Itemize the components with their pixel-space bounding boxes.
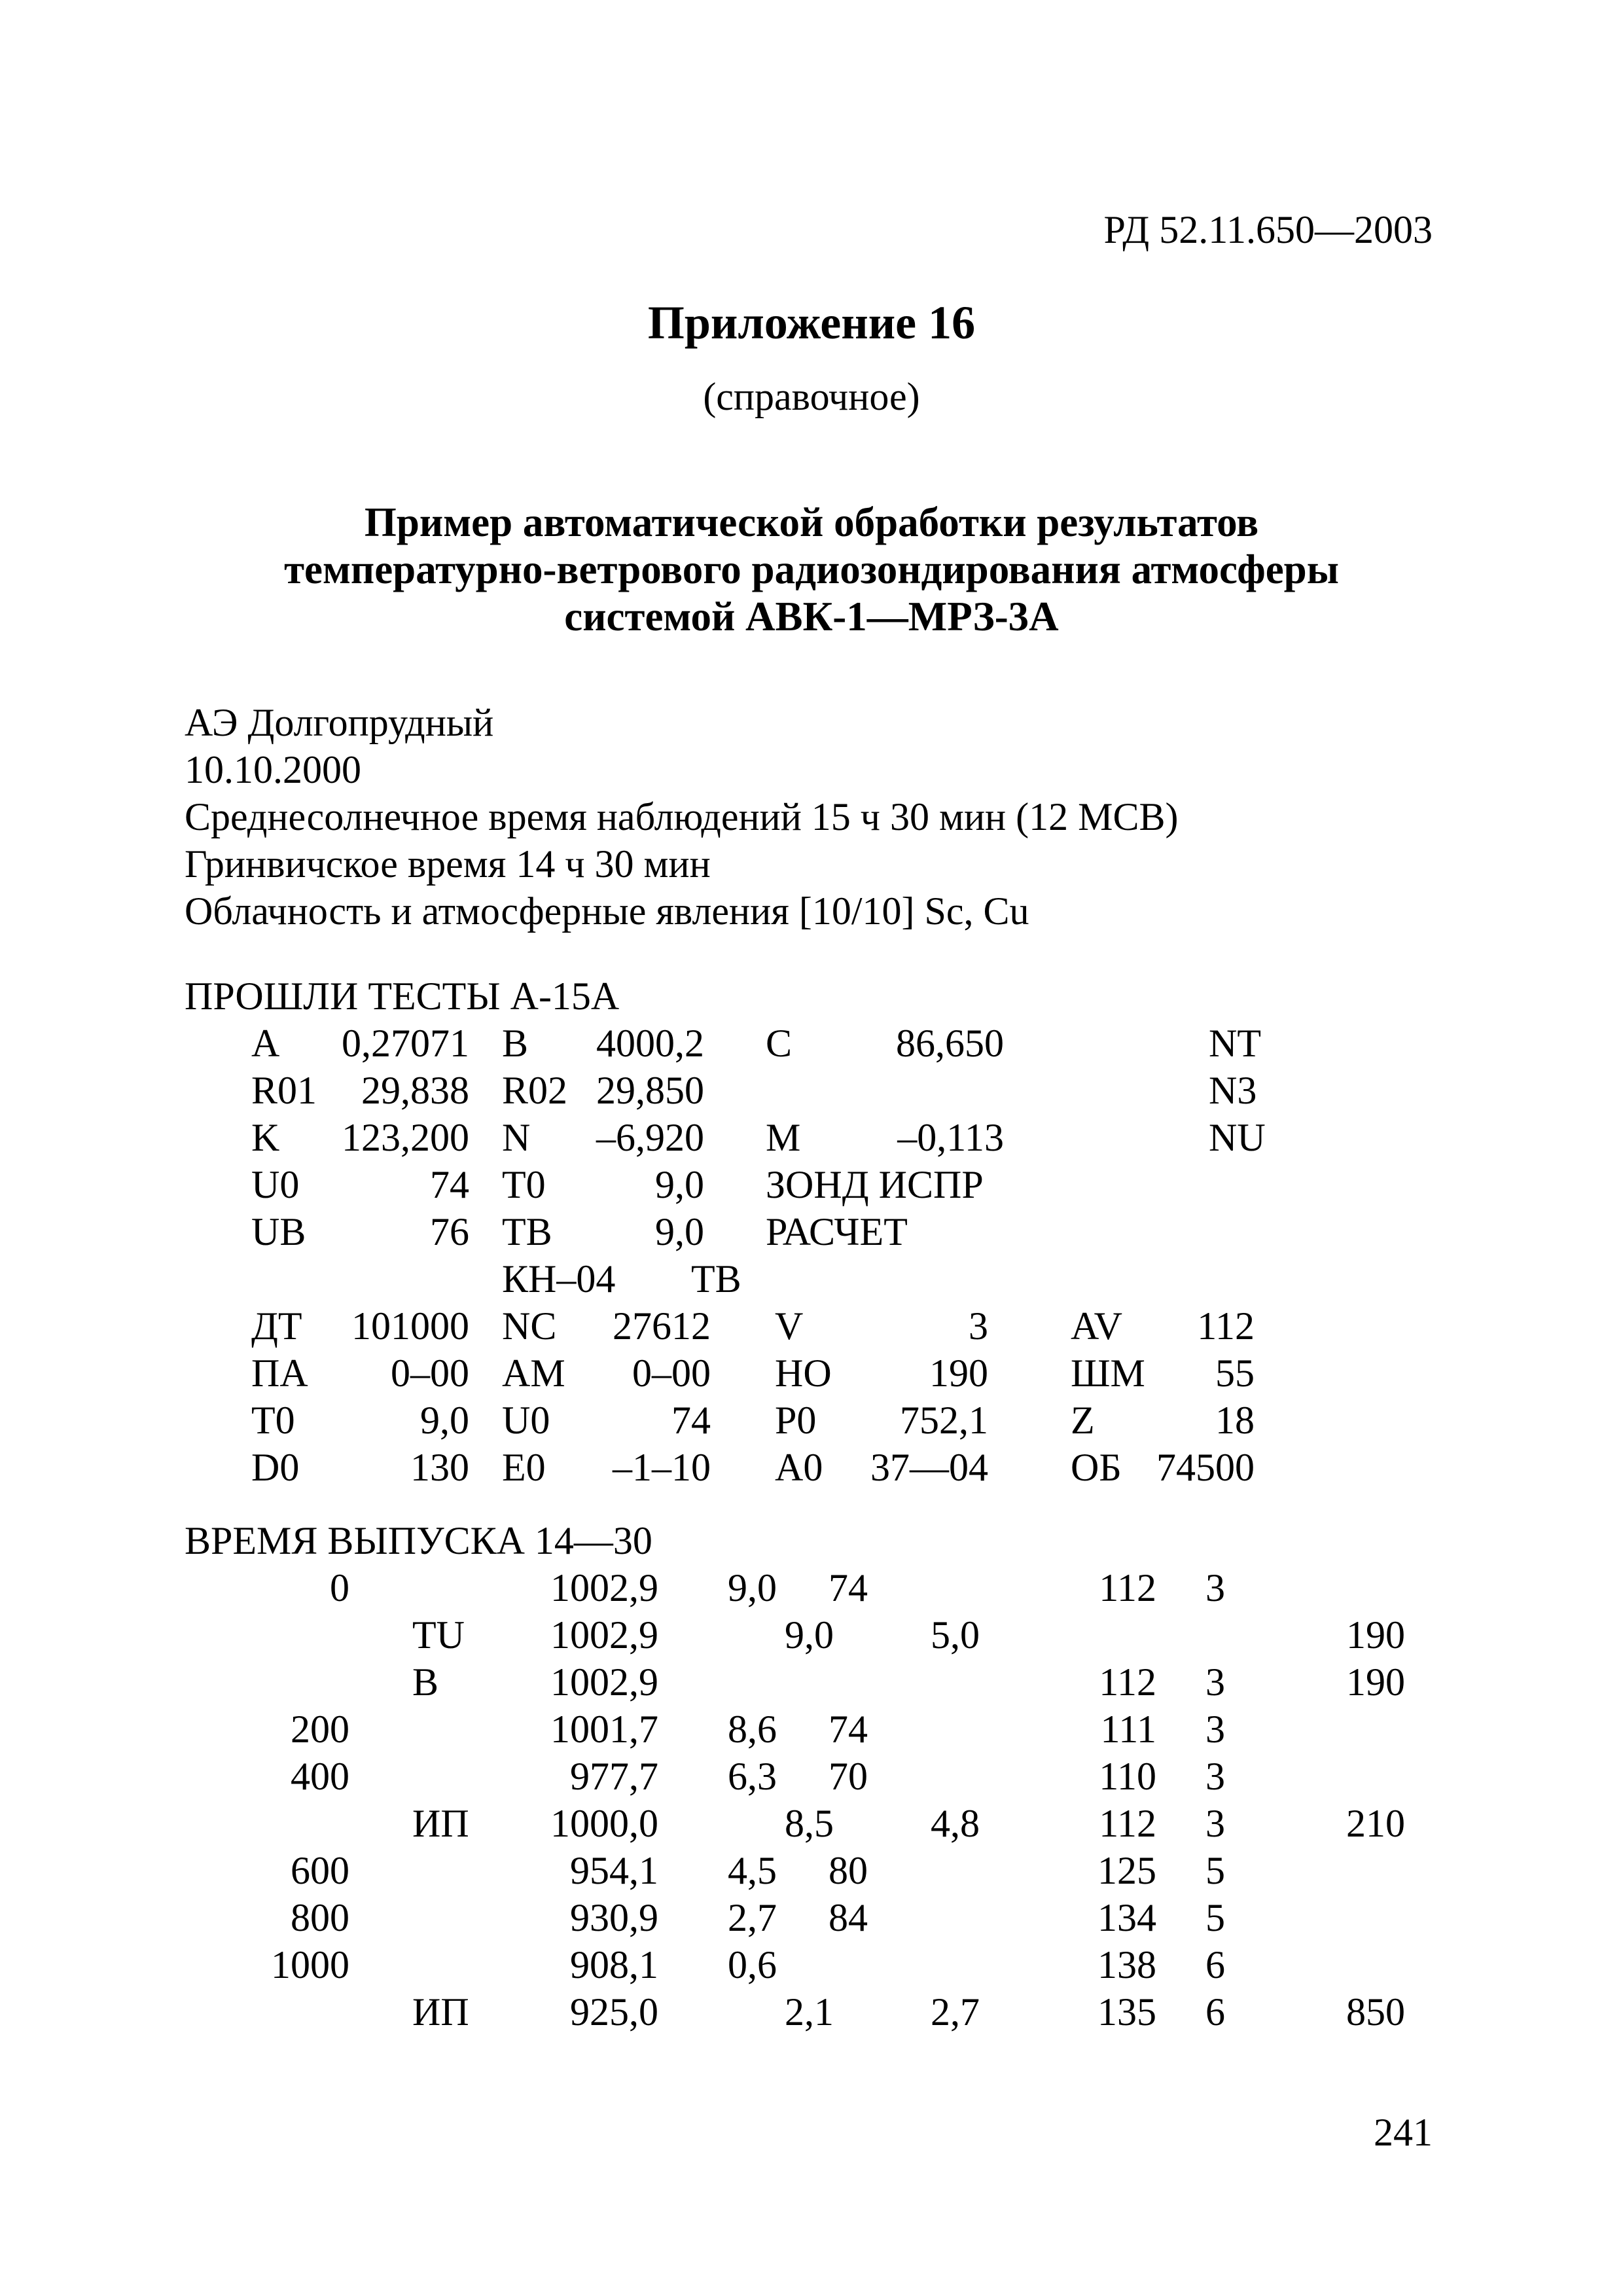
launch-cell: 1002,9 bbox=[550, 1660, 658, 1704]
tests-cell: 86,650 bbox=[896, 1022, 1004, 1065]
tests-row bbox=[0, 1114, 1623, 1161]
tests-cell: N3 bbox=[1209, 1069, 1257, 1112]
tests-row bbox=[0, 1208, 1623, 1255]
params-cell: E0 bbox=[502, 1446, 546, 1489]
launch-cell: 112 bbox=[1099, 1660, 1156, 1704]
launch-cell: 954,1 bbox=[570, 1849, 658, 1892]
params-cell: 27612 bbox=[613, 1304, 711, 1348]
launch-row bbox=[0, 1611, 1623, 1659]
page-number: 241 bbox=[1374, 2111, 1433, 2154]
launch-cell: 8,5 bbox=[785, 1802, 834, 1845]
params-cell: 9,0 bbox=[420, 1399, 469, 1442]
launch-cell: 190 bbox=[1346, 1660, 1405, 1704]
document-title-line: Пример автоматической обработки результатов bbox=[364, 499, 1259, 545]
params-cell: AM bbox=[502, 1352, 565, 1395]
launch-cell: 1002,9 bbox=[550, 1613, 658, 1657]
tests-row bbox=[0, 1161, 1623, 1208]
launch-cell: ИП bbox=[412, 1990, 469, 2034]
launch-cell: 4,8 bbox=[931, 1802, 980, 1845]
launch-cell: 925,0 bbox=[570, 1990, 658, 2034]
params-row bbox=[0, 1302, 1623, 1350]
params-cell: 3 bbox=[969, 1304, 988, 1348]
tests-cell: NU bbox=[1209, 1116, 1266, 1159]
launch-row bbox=[0, 1564, 1623, 1611]
launch-cell: TU bbox=[412, 1613, 465, 1657]
tests-cell: A bbox=[251, 1022, 280, 1065]
params-cell: A0 bbox=[775, 1446, 823, 1489]
appendix-title: Приложение 16 bbox=[647, 296, 976, 349]
params-cell: 74 bbox=[671, 1399, 711, 1442]
params-cell: 55 bbox=[1215, 1352, 1255, 1395]
launch-cell: 5 bbox=[1205, 1849, 1225, 1892]
launch-cell: 125 bbox=[1097, 1849, 1156, 1892]
params-cell: Z bbox=[1071, 1399, 1095, 1442]
params-row bbox=[0, 1444, 1623, 1491]
params-cell: 112 bbox=[1197, 1304, 1255, 1348]
launch-cell: 110 bbox=[1099, 1755, 1156, 1798]
launch-cell: 800 bbox=[291, 1896, 349, 1939]
tests-cell: 9,0 bbox=[655, 1210, 704, 1253]
launch-cell: 84 bbox=[829, 1896, 868, 1939]
tests-heading: ПРОШЛИ ТЕСТЫ А-15А bbox=[185, 975, 620, 1018]
params-cell: 190 bbox=[929, 1352, 988, 1395]
params-cell: U0 bbox=[502, 1399, 550, 1442]
launch-cell: 1000,0 bbox=[550, 1802, 658, 1845]
params-cell: 0–00 bbox=[391, 1352, 469, 1395]
launch-cell: 2,1 bbox=[785, 1990, 834, 2034]
kn-label: КН–04 bbox=[502, 1257, 616, 1300]
launch-cell: 400 bbox=[291, 1755, 349, 1798]
launch-cell: 977,7 bbox=[570, 1755, 658, 1798]
document-title bbox=[0, 499, 1623, 640]
launch-cell: 4,5 bbox=[728, 1849, 777, 1892]
tests-cell: K bbox=[251, 1116, 280, 1159]
params-cell: ШМ bbox=[1071, 1352, 1145, 1395]
tests-row bbox=[0, 1067, 1623, 1114]
tests-cell: 29,850 bbox=[596, 1069, 704, 1112]
tests-cell: C bbox=[766, 1022, 793, 1065]
launch-row bbox=[0, 1706, 1623, 1753]
launch-cell: 2,7 bbox=[931, 1990, 980, 2034]
params-cell: 752,1 bbox=[900, 1399, 988, 1442]
launch-cell: 6 bbox=[1205, 1943, 1225, 1986]
launch-cell: 135 bbox=[1097, 1990, 1156, 2034]
launch-cell: 600 bbox=[291, 1849, 349, 1892]
launch-cell: 200 bbox=[291, 1708, 349, 1751]
launch-cell: 74 bbox=[829, 1708, 868, 1751]
launch-row bbox=[0, 1659, 1623, 1706]
tests-cell: TB bbox=[502, 1210, 552, 1253]
params-cell: NC bbox=[502, 1304, 557, 1348]
params-cell: D0 bbox=[251, 1446, 300, 1489]
launch-cell: 74 bbox=[829, 1566, 868, 1609]
tests-cell: 0,27071 bbox=[342, 1022, 469, 1065]
appendix-subtitle: (справочное) bbox=[703, 375, 920, 418]
greenwich-time: Гринвичское время 14 ч 30 мин bbox=[185, 842, 711, 886]
launch-row bbox=[0, 1894, 1623, 1941]
launch-cell: 0 bbox=[330, 1566, 349, 1609]
params-cell: AV bbox=[1071, 1304, 1122, 1348]
params-cell: 0–00 bbox=[632, 1352, 711, 1395]
tests-cell: NT bbox=[1209, 1022, 1261, 1065]
launch-cell: 210 bbox=[1346, 1802, 1405, 1845]
tests-cell: 74 bbox=[430, 1163, 469, 1206]
launch-cell: 111 bbox=[1100, 1708, 1156, 1751]
launch-cell: 6,3 bbox=[728, 1755, 777, 1798]
launch-cell: 850 bbox=[1346, 1990, 1405, 2034]
params-cell: 37—04 bbox=[870, 1446, 988, 1489]
launch-cell: 80 bbox=[829, 1849, 868, 1892]
launch-cell: 2,7 bbox=[728, 1896, 777, 1939]
launch-row bbox=[0, 1753, 1623, 1800]
params-cell: 130 bbox=[410, 1446, 469, 1489]
params-row bbox=[0, 1397, 1623, 1444]
launch-cell: 3 bbox=[1205, 1708, 1225, 1751]
params-cell: HO bbox=[775, 1352, 832, 1395]
launch-cell: 5 bbox=[1205, 1896, 1225, 1939]
tests-cell: UB bbox=[251, 1210, 306, 1253]
observation-info bbox=[185, 699, 1179, 935]
kn-value: TB bbox=[691, 1257, 741, 1300]
launch-row bbox=[0, 1800, 1623, 1847]
tests-cell: B bbox=[502, 1022, 529, 1065]
launch-cell: 112 bbox=[1099, 1566, 1156, 1609]
cloudiness: Облачность и атмосферные явления [10/10] Sc, Cu bbox=[185, 889, 1029, 933]
document-title-line: температурно-ветрового радиозондирования атмосферы bbox=[284, 547, 1339, 592]
launch-cell: 138 bbox=[1097, 1943, 1156, 1986]
tests-cell: ЗОНД ИСПР bbox=[766, 1163, 984, 1206]
launch-cell: 190 bbox=[1346, 1613, 1405, 1657]
launch-row bbox=[0, 1988, 1623, 2036]
launch-cell: 1002,9 bbox=[550, 1566, 658, 1609]
params-cell: 74500 bbox=[1156, 1446, 1255, 1489]
tests-cell: M bbox=[766, 1116, 801, 1159]
launch-cell: 3 bbox=[1205, 1802, 1225, 1845]
launch-cell: 5,0 bbox=[931, 1613, 980, 1657]
params-cell: P0 bbox=[775, 1399, 817, 1442]
mean-solar-time: Среднесолнечное время наблюдений 15 ч 30 мин (12 МСВ) bbox=[185, 795, 1179, 838]
tests-cell: R02 bbox=[502, 1069, 568, 1112]
observation-date: 10.10.2000 bbox=[185, 748, 361, 791]
tests-cell: 4000,2 bbox=[596, 1022, 704, 1065]
station-name: АЭ Долгопрудный bbox=[185, 701, 494, 744]
tests-cell: 76 bbox=[430, 1210, 469, 1253]
launch-heading: ВРЕМЯ ВЫПУСКА 14—30 bbox=[185, 1519, 652, 1562]
params-cell: –1–10 bbox=[613, 1446, 711, 1489]
tests-cell: 9,0 bbox=[655, 1163, 704, 1206]
launch-cell: 3 bbox=[1205, 1755, 1225, 1798]
tests-cell: 29,838 bbox=[361, 1069, 469, 1112]
params-row bbox=[0, 1350, 1623, 1397]
tests-cell: T0 bbox=[502, 1163, 546, 1206]
tests-row bbox=[0, 1020, 1623, 1067]
document-code: РД 52.11.650—2003 bbox=[1103, 208, 1433, 251]
launch-cell: 1000 bbox=[271, 1943, 349, 1986]
document-title-line: системой АВК-1—МРЗ-3А bbox=[564, 594, 1059, 639]
tests-cell: 123,200 bbox=[342, 1116, 469, 1159]
launch-cell: 0,6 bbox=[728, 1943, 777, 1986]
launch-cell: 6 bbox=[1205, 1990, 1225, 2034]
tests-cell: –6,920 bbox=[596, 1116, 704, 1159]
tests-cell: N bbox=[502, 1116, 531, 1159]
launch-cell: 3 bbox=[1205, 1660, 1225, 1704]
params-cell: ДТ bbox=[251, 1304, 302, 1348]
tests-cell: –0,113 bbox=[897, 1116, 1004, 1159]
params-cell: ПА bbox=[251, 1352, 308, 1395]
params-cell: T0 bbox=[251, 1399, 295, 1442]
launch-cell: B bbox=[412, 1660, 439, 1704]
launch-cell: 134 bbox=[1097, 1896, 1156, 1939]
launch-row bbox=[0, 1941, 1623, 1988]
params-cell: 101000 bbox=[351, 1304, 469, 1348]
launch-cell: 1001,7 bbox=[550, 1708, 658, 1751]
params-cell: ОБ bbox=[1071, 1446, 1122, 1489]
tests-cell: R01 bbox=[251, 1069, 317, 1112]
launch-cell: 70 bbox=[829, 1755, 868, 1798]
tests-cell: U0 bbox=[251, 1163, 300, 1206]
params-cell: 18 bbox=[1215, 1399, 1255, 1442]
launch-cell: ИП bbox=[412, 1802, 469, 1845]
launch-row bbox=[0, 1847, 1623, 1894]
launch-cell: 9,0 bbox=[728, 1566, 777, 1609]
launch-cell: 9,0 bbox=[785, 1613, 834, 1657]
params-cell: V bbox=[775, 1304, 804, 1348]
launch-cell: 930,9 bbox=[570, 1896, 658, 1939]
launch-cell: 8,6 bbox=[728, 1708, 777, 1751]
launch-cell: 908,1 bbox=[570, 1943, 658, 1986]
launch-cell: 112 bbox=[1099, 1802, 1156, 1845]
tests-cell: РАСЧЕТ bbox=[766, 1210, 908, 1253]
launch-cell: 3 bbox=[1205, 1566, 1225, 1609]
